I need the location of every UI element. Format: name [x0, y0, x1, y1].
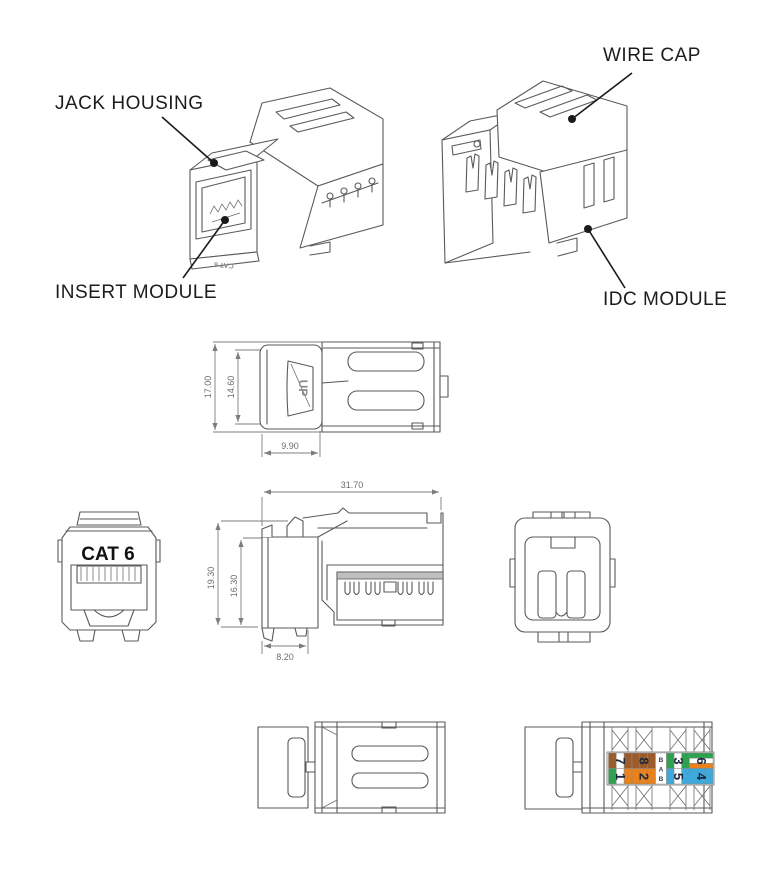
svg-text:3: 3 [671, 757, 686, 765]
dim-top-depth: 9.90 [281, 441, 299, 451]
dim-top-cap: 14.60 [226, 375, 236, 399]
svg-text:8: 8 [636, 757, 652, 765]
wire-cell-pin3 [667, 753, 690, 769]
svg-text:6: 6 [694, 757, 709, 765]
front-view [58, 512, 160, 641]
svg-text:B: B [658, 757, 664, 764]
insert-module-label: INSERT MODULE [55, 282, 218, 303]
up-marking: UP [296, 379, 310, 397]
svg-text:B: B [658, 776, 664, 783]
wire-cell-pin2 [632, 769, 656, 785]
idc-module-leader [588, 229, 625, 288]
rear-view [510, 512, 615, 642]
dim-top-overall: 17.00 [203, 375, 213, 399]
wire-cell-pin4 [690, 769, 714, 785]
svg-text:A: A [658, 766, 664, 774]
wiring-scheme-letters [656, 753, 667, 784]
dim-side-front-depth: 8.20 [276, 652, 294, 662]
wire-cell-pin6 [690, 753, 714, 769]
dim-side-housing-height: 16.30 [229, 574, 239, 598]
dim-side-length: 31.70 [340, 480, 364, 490]
svg-text:5: 5 [671, 772, 686, 781]
svg-text:4: 4 [694, 772, 709, 781]
cat6-marking: CAT 6 [81, 544, 135, 565]
wire-cell-pin8 [632, 753, 656, 769]
jack-housing-leader [162, 117, 214, 163]
dim-side-overall-height: 19.30 [206, 566, 216, 590]
wiring-color-strip [607, 752, 714, 785]
wire-cap-label: WIRE CAP [603, 45, 701, 66]
insert-module-dot [221, 216, 229, 224]
top-view [203, 342, 448, 457]
wire-cell-pin1 [609, 769, 633, 785]
svg-text:1: 1 [613, 772, 628, 781]
jack-housing-dot [210, 159, 218, 167]
wire-cell-pin7 [609, 753, 633, 769]
idc-module-dot [584, 225, 592, 233]
iso-front-view [190, 88, 383, 269]
bottom-wiring-view [525, 722, 714, 813]
iso-lip-marking: CAT 6 [213, 260, 234, 269]
svg-text:2: 2 [636, 772, 652, 781]
jack-housing-label: JACK HOUSING [55, 93, 204, 114]
svg-text:7: 7 [613, 757, 628, 765]
iso-rear-view [442, 81, 627, 263]
idc-module-label: IDC MODULE [603, 289, 728, 310]
side-view [206, 480, 443, 662]
bottom-view [258, 722, 445, 813]
wire-cell-pin5 [667, 769, 690, 785]
wire-cap-dot [568, 115, 576, 123]
